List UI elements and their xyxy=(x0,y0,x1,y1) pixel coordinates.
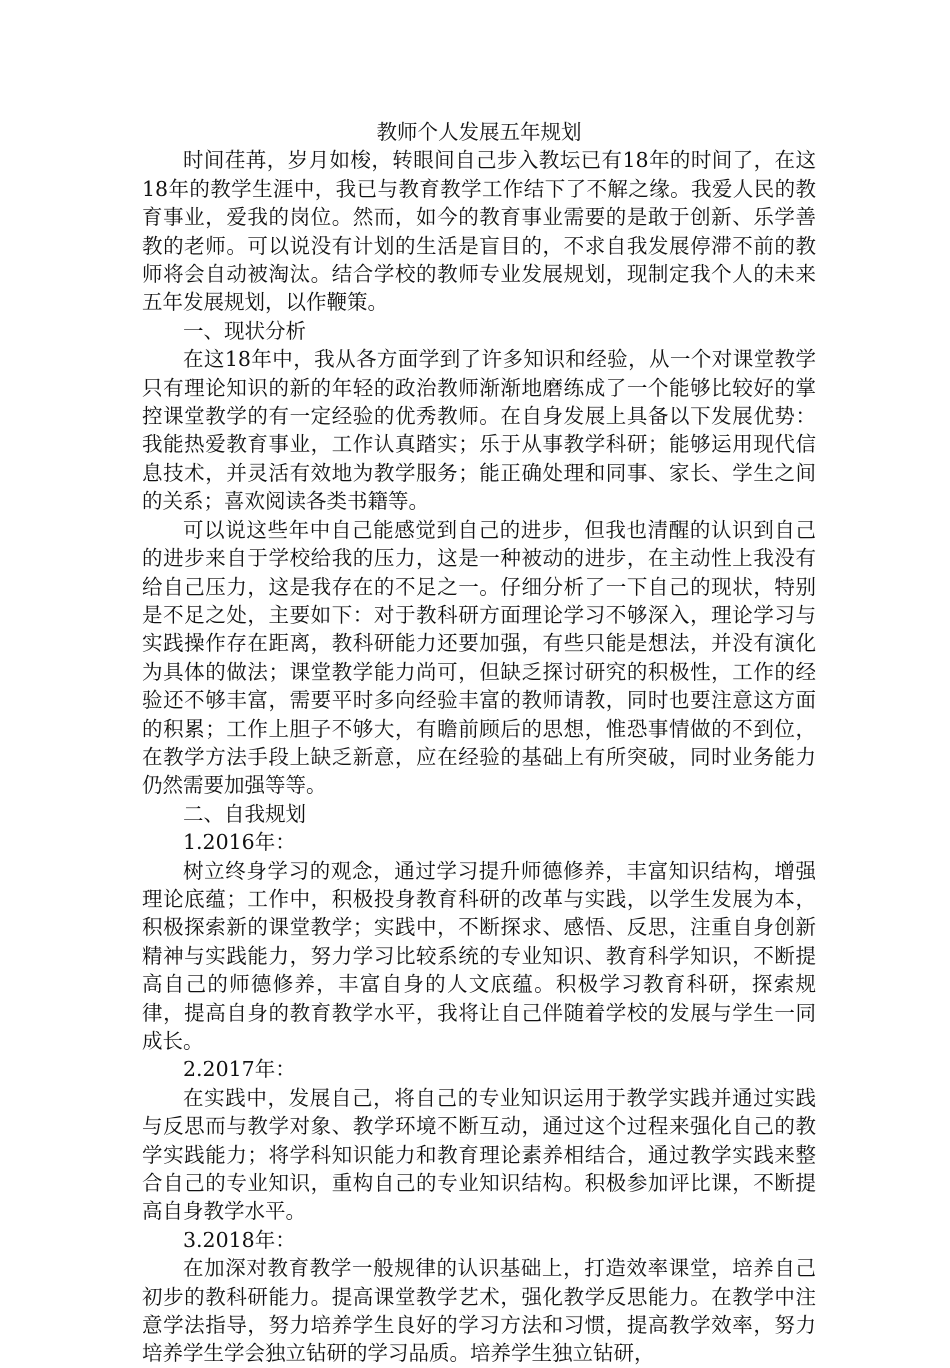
document-title: 教师个人发展五年规划 xyxy=(376,120,582,144)
paragraph-2016: 树立终身学习的观念，通过学习提升师德修养，丰富知识结构，增强理论底蕴；工作中，积极投身教育科研的改革与实践，以学生发展为本，积极探索新的课堂教学；实践中，不断探求、感悟、反思，注重自身创新精神与实践能力，努力学习比较系统的专业知识、教育科学知识，不断提高自己的师德修养，丰富自身的人文底蕴。积极学习教育科研，探索规律，提高自身的教育教学水平，我将让自己伴随着学校的发展与学生一同成长。 xyxy=(142,858,816,1053)
paragraph-weaknesses: 可以说这些年中自己能感觉到自己的进步，但我也清醒的认识到自己的进步来自于学校给我的压力，这是一种被动的进步，在主动性上我没有给自己压力，这是我存在的不足之一。仔细分析了一下自己的现状，特别是不足之处，主要如下：对于教科研方面理论学习不够深入，理论学习与实践操作存在距离，教科研能力还要加强，有些只能是想法，并没有演化为具体的做法；课堂教学能力尚可，但缺乏探讨研究的积极性，工作的经验还不够丰富，需要平时多向经验丰富的教师请教，同时也要注意这方面的积累；工作上胆子不够大，有瞻前顾后的思想，惟恐事情做的不到位，在教学方法手段上缺乏新意，应在经验的基础上有所突破，同时业务能力仍然需要加强等等。 xyxy=(142,517,816,798)
subheading-2017: 2.2017年： xyxy=(183,1057,296,1082)
section-heading-status-analysis: 一、现状分析 xyxy=(183,318,306,343)
paragraph-intro: 时间荏苒，岁月如梭，转眼间自己步入教坛已有18年的时间了，在这18年的教学生涯中，我已与教育教学工作结下了不解之缘。我爱人民的教育事业，爱我的岗位。然而，如今的教育事业需要的是敢于创新、乐学善教的老师。可以说没有计划的生活是盲目的，不求自我发展停滞不前的教师将会自动被淘汰。结合学校的教师专业发展规划，现制定我个人的未来五年发展规划，以作鞭策。 xyxy=(142,148,816,315)
paragraph-2017: 在实践中，发展自己，将自己的专业知识运用于教学实践并通过实践与反思而与教学对象、教学环境不断互动，通过这个过程来强化自己的教学实践能力；将学科知识能力和教育理论素养相结合，通过教学实践来整合自己的专业知识，重构自己的专业知识结构。积极参加评比课，不断提高自身教学水平。 xyxy=(142,1085,816,1224)
subheading-2018: 3.2018年： xyxy=(183,1227,296,1252)
document-page xyxy=(142,118,816,1368)
paragraph-2018: 在加深对教育教学一般规律的认识基础上，打造效率课堂，培养自己初步的教科研能力。提高课堂教学艺术，强化教学反思能力。在教学中注意学法指导，努力培养学生良好的学习方法和习惯，提高教学效率，努力培养学生学会独立钻研的学习品质。培养学生独立钻研， xyxy=(142,1256,816,1366)
paragraph-strengths: 在这18年中，我从各方面学到了许多知识和经验，从一个对课堂教学只有理论知识的新的年轻的政治教师渐渐地磨练成了一个能够比较好的掌控课堂教学的有一定经验的优秀教师。在自身发展上具备以下发展优势：我能热爱教育事业，工作认真踏实；乐于从事教学科研；能够运用现代信息技术，并灵活有效地为教学服务；能正确处理和同事、家长、学生之间的关系；喜欢阅读各类书籍等。 xyxy=(142,347,816,514)
section-heading-self-plan: 二、自我规划 xyxy=(183,801,306,826)
subheading-2016: 1.2016年： xyxy=(183,830,296,855)
